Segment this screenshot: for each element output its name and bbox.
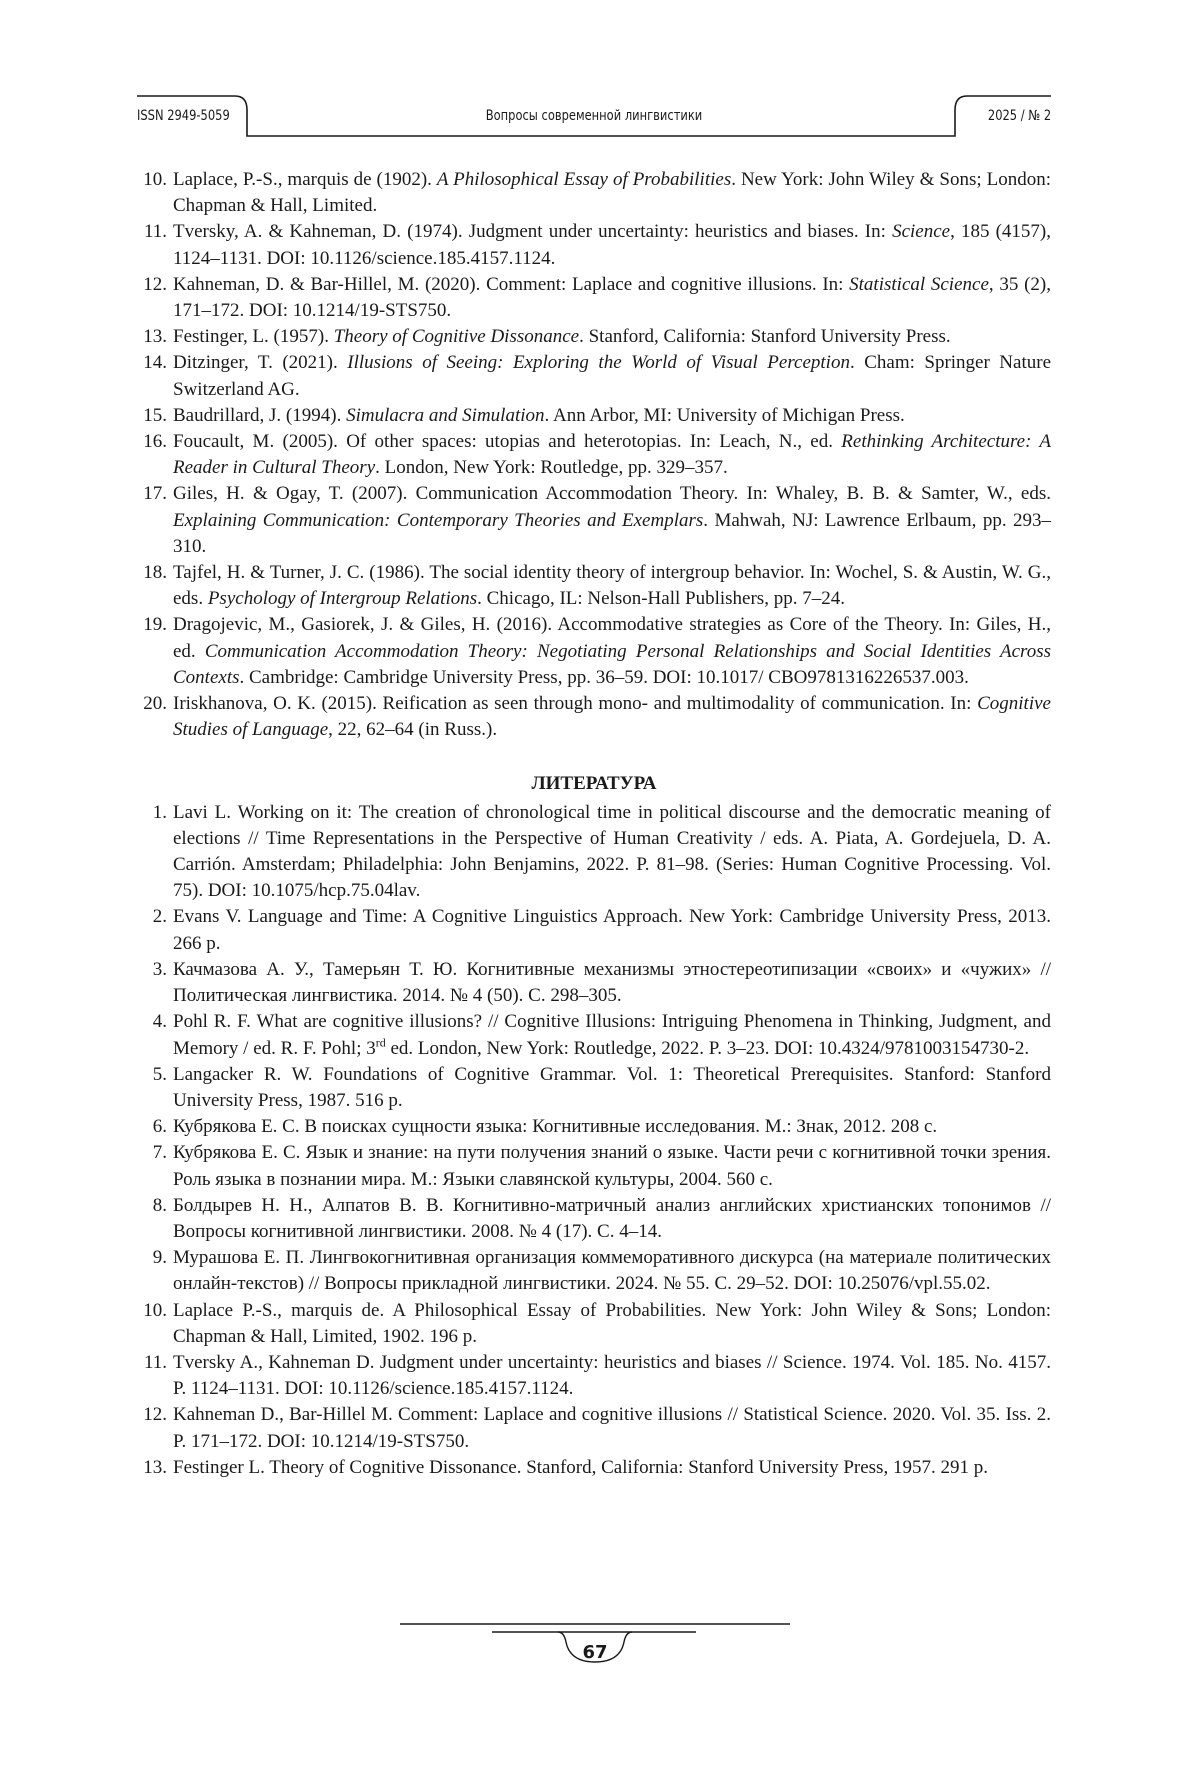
reference-number: 14. [137, 350, 167, 376]
reference-text: Кубрякова Е. С. Язык и знание: на пути получения знаний о языке. Части речи с когнитивной точки зрения. Роль языка в познании мира. М.: Языки славянской культуры, 2004. 560 с. [173, 1142, 1051, 1189]
reference-number: 3. [137, 957, 167, 983]
reference-number: 10. [137, 167, 167, 193]
reference-text: , 22, 62–64 (in Russ.). [328, 719, 497, 740]
reference-text: Pohl R. F. What are cognitive illusions? // Cognitive Illusions: Intriguing Phenomena in Thinking, Judgment, and Memory / ed. R. F. Pohl; 3 [173, 1011, 1051, 1058]
reference-text: , 185 (4157), 1124–1131. DOI: 10.1126/science.185.4157.1124. [173, 221, 1051, 268]
issn: ISSN 2949-5059 [137, 108, 230, 124]
reference-text: Laplace P.-S., marquis de. A Philosophical Essay of Probabilities. New York: John Wiley & Sons; London: Chapman & Hall, Limited, 1902. 196 p. [173, 1300, 1051, 1347]
reference-number: 10. [137, 1298, 167, 1324]
reference-item [137, 403, 1051, 429]
reference-item [137, 560, 1051, 612]
reference-text: . Stanford, California: Stanford University Press. [579, 326, 951, 347]
reference-item [137, 350, 1051, 402]
reference-number: 6. [137, 1114, 167, 1140]
reference-text: Festinger, L. (1957). [173, 326, 334, 347]
page-footer [400, 1620, 790, 1680]
reference-number: 8. [137, 1193, 167, 1219]
reference-number: 19. [137, 612, 167, 638]
reference-text: Baudrillard, J. (1994). [173, 405, 346, 426]
literature-heading: ЛИТЕРАТУРА [137, 771, 1051, 797]
reference-text: Кубрякова Е. С. В поисках сущности языка: Когнитивные исследования. М.: Знак, 2012. 208 с. [173, 1116, 937, 1137]
reference-item [137, 957, 1051, 1009]
reference-number: 15. [137, 403, 167, 429]
reference-title: Rethinking Architecture: A Reader in Cultural Theory [173, 431, 1051, 478]
running-header [137, 90, 1051, 140]
reference-title: Psychology of Intergroup Relations [208, 588, 477, 609]
reference-text: rd [376, 1035, 386, 1049]
reference-text: Kahneman, D. & Bar-Hillel, M. (2020). Comment: Laplace and cognitive illusions. In: [173, 274, 849, 295]
reference-text: Ditzinger, T. (2021). [173, 352, 347, 373]
reference-number: 7. [137, 1140, 167, 1166]
reference-text: Болдырев Н. Н., Алпатов В. В. Когнитивно-матричный анализ английских христианских топонимов // Вопросы когнитивной лингвистики. 2008. № 4 (17). С. 4–14. [173, 1195, 1051, 1242]
reference-text: Lavi L. Working on it: The creation of chronological time in political discourse and the democratic meaning of elections // Time Representations in the Perspective of Human Creativity / eds. A. Piata, A. Gordejuela, D. A. Carrión. Amsterdam; Philadelphia: John Benjamins, 2022. P. 81–98. (Series: Human Cognitive Processing. Vol. 75). DOI: 10.1075/hcp.75.04lav. [173, 802, 1051, 902]
reference-item [137, 272, 1051, 324]
reference-number: 13. [137, 324, 167, 350]
reference-item [137, 1455, 1051, 1481]
reference-item [137, 1245, 1051, 1297]
reference-text: . Ann Arbor, MI: University of Michigan Press. [545, 405, 905, 426]
reference-text: Tversky, A. & Kahneman, D. (1974). Judgment under uncertainty: heuristics and biases. In: [173, 221, 892, 242]
references-literature [137, 800, 1051, 1481]
reference-item [137, 324, 1051, 350]
reference-number: 18. [137, 560, 167, 586]
reference-item [137, 612, 1051, 691]
reference-number: 13. [137, 1455, 167, 1481]
reference-item [137, 1298, 1051, 1350]
reference-item [137, 691, 1051, 743]
reference-number: 16. [137, 429, 167, 455]
reference-title: Cognitive Studies of Language [173, 693, 1051, 740]
reference-title: Illusions of Seeing: Exploring the World of Visual Perception [347, 352, 850, 373]
reference-text: . Cham: Springer Nature Switzerland AG. [173, 352, 1051, 399]
reference-item [137, 219, 1051, 271]
references-english [137, 167, 1051, 743]
reference-number: 2. [137, 904, 167, 930]
reference-title: Explaining Communication: Contemporary Theories and Exemplars [173, 510, 703, 531]
reference-number: 9. [137, 1245, 167, 1271]
reference-text: Evans V. Language and Time: A Cognitive Linguistics Approach. New York: Cambridge University Press, 2013. 266 p. [173, 906, 1051, 953]
page-number: 67 [400, 1642, 790, 1663]
reference-item [137, 1009, 1051, 1061]
reference-item [137, 1350, 1051, 1402]
reference-text: . Chicago, IL: Nelson-Hall Publishers, pp. 7–24. [477, 588, 845, 609]
reference-text: . Mahwah, NJ: Lawrence Erlbaum, pp. 293–310. [173, 510, 1051, 557]
reference-title: Communication Accommodation Theory: Negotiating Personal Relationships and Social Identities Across Contexts [173, 641, 1051, 688]
reference-number: 12. [137, 1402, 167, 1428]
reference-item [137, 1062, 1051, 1114]
reference-number: 17. [137, 481, 167, 507]
reference-text: Langacker R. W. Foundations of Cognitive Grammar. Vol. 1: Theoretical Prerequisites. Stanford: Stanford University Press, 1987. 516 p. [173, 1064, 1051, 1111]
reference-text: Giles, H. & Ogay, T. (2007). Communication Accommodation Theory. In: Whaley, B. B. & Samter, W., eds. [173, 483, 1051, 504]
reference-text: Dragojevic, M., Gasiorek, J. & Giles, H. (2016). Accommodative strategies as Core of the Theory. In: Giles, H., ed. [173, 614, 1051, 661]
page-body [137, 167, 1051, 1481]
reference-item [137, 1193, 1051, 1245]
reference-text: Качмазова А. У., Тамерьян Т. Ю. Когнитивные механизмы этностереотипизации «своих» и «чужих» // Политическая лингвистика. 2014. № 4 (50). С. 298–305. [173, 959, 1051, 1006]
reference-title: Science [892, 221, 950, 242]
reference-item [137, 800, 1051, 905]
reference-number: 5. [137, 1062, 167, 1088]
reference-text: ed. London, New York: Routledge, 2022. P. 3–23. DOI: 10.4324/9781003154730-2. [386, 1038, 1029, 1059]
reference-number: 12. [137, 272, 167, 298]
reference-text: Kahneman D., Bar-Hillel M. Comment: Laplace and cognitive illusions // Statistical Science. 2020. Vol. 35. Iss. 2. P. 171–172. DOI: 10.1214/19-STS750. [173, 1404, 1051, 1451]
reference-number: 20. [137, 691, 167, 717]
reference-text: Foucault, M. (2005). Of other spaces: utopias and heterotopias. In: Leach, N., ed. [173, 431, 841, 452]
reference-item [137, 904, 1051, 956]
reference-title: Theory of Cognitive Dissonance [334, 326, 579, 347]
reference-item [137, 1140, 1051, 1192]
reference-number: 11. [137, 1350, 167, 1376]
reference-text: Laplace, P.-S., marquis de (1902). [173, 169, 437, 190]
reference-item [137, 481, 1051, 560]
reference-number: 11. [137, 219, 167, 245]
reference-text: Tajfel, H. & Turner, J. C. (1986). The social identity theory of intergroup behavior. In: Wochel, S. & Austin, W. G., eds. [173, 562, 1051, 609]
reference-text: Festinger L. Theory of Cognitive Dissonance. Stanford, California: Stanford University Press, 1957. 291 p. [173, 1457, 988, 1478]
reference-text: Мурашова Е. П. Лингвокогнитивная организация коммеморативного дискурса (на материале политических онлайн-текстов) // Вопросы прикладной лингвистики. 2024. № 55. С. 29–52. DOI: 10.25076/vpl.55.02. [173, 1247, 1051, 1294]
reference-number: 4. [137, 1009, 167, 1035]
reference-text: , 35 (2), 171–172. DOI: 10.1214/19-STS750. [173, 274, 1051, 321]
reference-text: Iriskhanova, O. K. (2015). Reification as seen through mono- and multimodality of communication. In: [173, 693, 977, 714]
reference-title: Simulacra and Simulation [346, 405, 544, 426]
reference-text: Tversky A., Kahneman D. Judgment under uncertainty: heuristics and biases // Science. 1974. Vol. 185. No. 4157. P. 1124–1131. DOI: 10.1126/science.185.4157.1124. [173, 1352, 1051, 1399]
reference-text: . New York: John Wiley & Sons; London: Chapman & Hall, Limited. [173, 169, 1051, 216]
reference-item [137, 1114, 1051, 1140]
reference-title: Statistical Science [849, 274, 989, 295]
journal-title: Вопросы современной лингвистики [219, 108, 968, 124]
reference-item [137, 1402, 1051, 1454]
reference-item [137, 429, 1051, 481]
reference-text: . London, New York: Routledge, pp. 329–357. [375, 457, 728, 478]
issue-number: 2025 / № 2 [988, 108, 1051, 124]
reference-text: . Cambridge: Cambridge University Press, pp. 36–59. DOI: 10.1017/ CBO9781316226537.003. [240, 667, 969, 688]
reference-number: 1. [137, 800, 167, 826]
reference-title: A Philosophical Essay of Probabilities [437, 169, 731, 190]
reference-item [137, 167, 1051, 219]
